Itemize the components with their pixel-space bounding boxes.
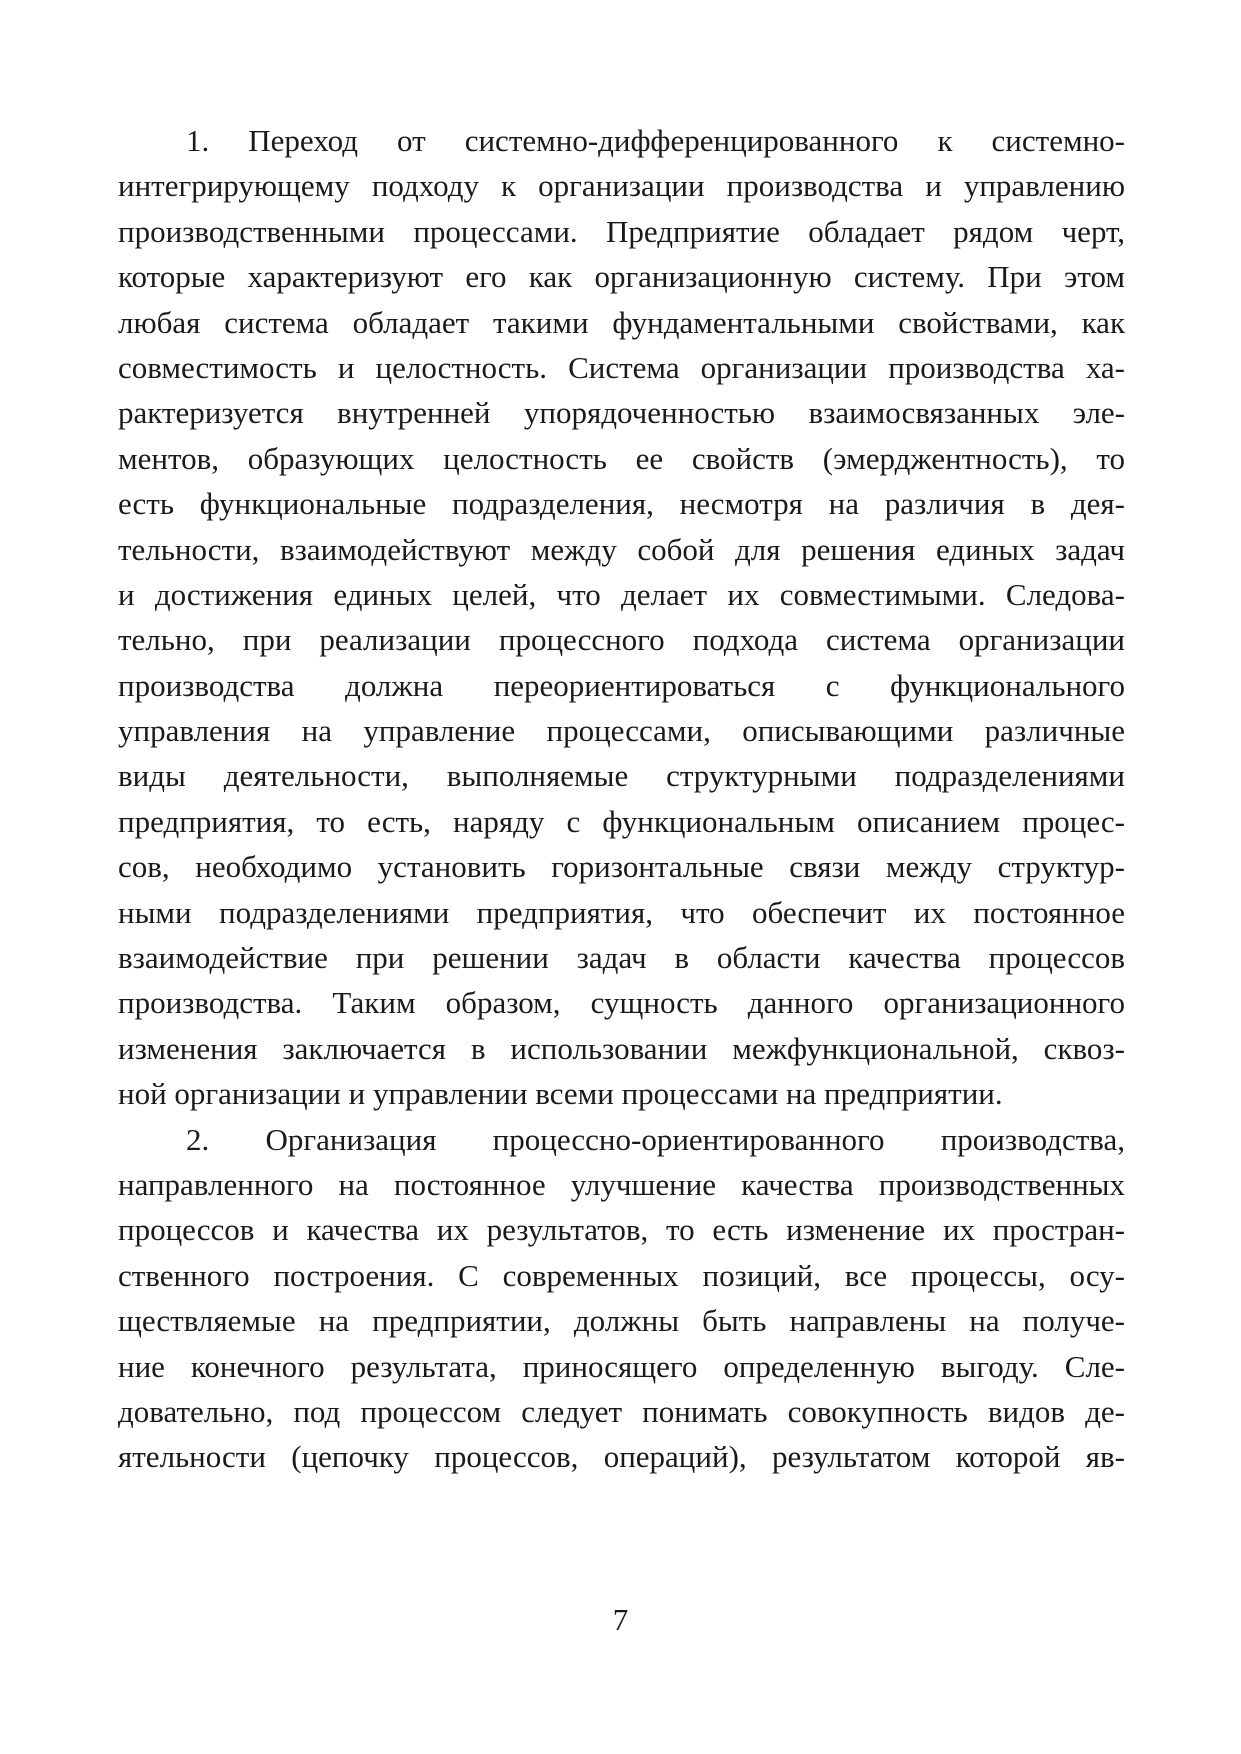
body-text [118, 118, 1125, 1480]
paragraph-2-line: ятельности (цепочку процессов, операций), результатом которой яв- [118, 1439, 1125, 1475]
paragraph-2-line: ществляемые на предприятии, должны быть направлены на получе- [118, 1303, 1125, 1339]
paragraph-1-line: виды деятельности, выполняемые структурными подразделениями [118, 758, 1125, 794]
paragraph-1-line: интегрирующему подходу к организации производства и управлению [118, 168, 1125, 204]
paragraph-2-line: процессов и качества их результатов, то есть изменение их простран- [118, 1212, 1125, 1248]
paragraph-1-line: взаимодействие при решении задач в области качества процессов [118, 940, 1125, 976]
paragraph-1-line: производства. Таким образом, сущность данного организационного [118, 985, 1125, 1021]
paragraph-1-line: и достижения единых целей, что делает их совместимыми. Следова- [118, 576, 1125, 612]
paragraph-1-line: совместимость и целостность. Система организации производства ха- [118, 349, 1125, 385]
paragraph-1-line: ментов, образующих целостность ее свойств (эмерджентность), то [118, 440, 1125, 476]
paragraph-1-line: рактеризуется внутренней упорядоченностью взаимосвязанных эле- [118, 395, 1125, 431]
paragraph-1-line: ной организации и управлении всеми процессами на предприятии. [118, 1076, 1003, 1112]
paragraph-1-line: сов, необходимо установить горизонтальные связи между структур- [118, 849, 1125, 885]
paragraph-1-line: тельности, взаимодействуют между собой для решения единых задач [118, 531, 1125, 567]
paragraph-1-line: тельно, при реализации процессного подхода система организации [118, 622, 1125, 658]
paragraph-1-line: предприятия, то есть, наряду с функциональным описанием процес- [118, 803, 1125, 839]
paragraph-1-line: 1. Переход от системно-дифференцированного к системно- [186, 123, 1125, 158]
paragraph-1-line: ными подразделениями предприятия, что обеспечит их постоянное [118, 894, 1125, 930]
paragraph-2-line: направленного на постоянное улучшение качества производственных [118, 1166, 1125, 1202]
paragraph-2-line: довательно, под процессом следует понимать совокупность видов де- [118, 1393, 1125, 1429]
paragraph-2-line: ственного построения. С современных позиций, все процессы, осу- [118, 1257, 1125, 1293]
page-number: 7 [612, 1602, 629, 1637]
paragraph-1-line: которые характеризуют его как организационную систему. При этом [118, 259, 1125, 295]
paragraph-1-line: управления на управление процессами, описывающими различные [118, 713, 1125, 749]
paragraph-1-line: производства должна переориентироваться с функционального [118, 667, 1125, 703]
paragraph-1-line: есть функциональные подразделения, несмотря на различия в дея- [118, 486, 1125, 522]
paragraph-1-line: производственными процессами. Предприятие обладает рядом черт, [118, 213, 1125, 249]
paragraph-2-line: ние конечного результата, приносящего определенную выгоду. Сле- [118, 1348, 1125, 1384]
paragraph-1-line: изменения заключается в использовании межфункциональной, сквоз- [118, 1030, 1125, 1066]
paragraph-1-line: любая система обладает такими фундаментальными свойствами, как [118, 304, 1125, 340]
paragraph-2-line: 2. Организация процессно-ориентированного производства, [186, 1121, 1125, 1157]
